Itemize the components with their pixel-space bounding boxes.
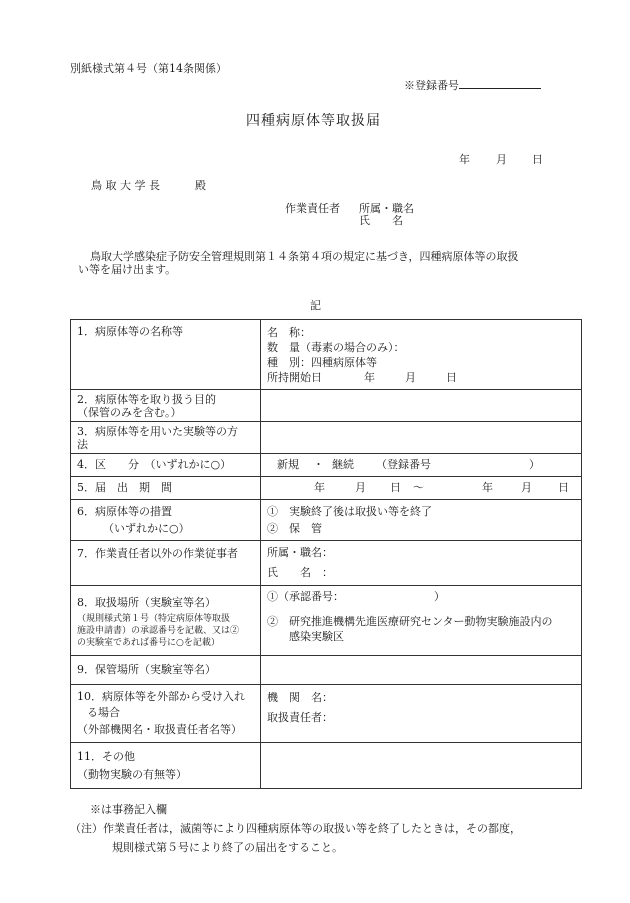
row8-label <box>71 586 261 656</box>
row2-label-line2: （保管のみを含む。） <box>77 405 182 419</box>
period-tilde: ～ <box>413 481 424 494</box>
row5-label: 5．届 出 期 間 <box>71 477 261 500</box>
row11-label-line2: （動物実験の有無等） <box>77 767 187 781</box>
measure-option-storage[interactable]: ② 保 管 <box>267 522 322 535</box>
storage-location-input-cell[interactable] <box>261 656 582 685</box>
possession-day-label: 日 <box>446 370 457 384</box>
row2-label-line1: 2．病原体等を取り扱う目的 <box>77 392 216 406</box>
office-use-note: ※は事務記入欄 <box>90 803 167 816</box>
approval-number-close: ） <box>434 590 445 603</box>
row10-label-line1: 10．病原体等を外部から受け入れ <box>77 689 245 703</box>
pathogen-name-field: 名 称： <box>267 325 311 339</box>
row8-note-line3: の実験室であれば番号に○を記載） <box>77 637 220 648</box>
note-line-2: 規則様式第５号により終了の届出をすること。 <box>112 841 343 854</box>
row3-label <box>71 422 261 454</box>
row10-label-line2: る場合 <box>87 705 120 719</box>
intro-line-2: い等を届け出ます。 <box>78 263 177 276</box>
experiment-method-input-cell[interactable] <box>261 422 582 454</box>
table-row-period <box>71 477 582 500</box>
table-row-external-receipt <box>71 685 582 743</box>
table-row-measures <box>71 500 582 541</box>
row7-label: 7．作業責任者以外の作業従事者 <box>71 541 261 586</box>
registration-number-field[interactable] <box>404 76 541 93</box>
option-new[interactable]: 新規 <box>277 458 299 471</box>
period-end-month: 月 <box>521 481 532 494</box>
animal-facility-option-line2: 感染実験区 <box>289 630 344 643</box>
registration-number-close: ） <box>529 458 540 471</box>
date-day-label: 日 <box>532 153 543 166</box>
ki-heading: 記 <box>310 299 321 312</box>
row8-note-line2: 施設申請書）の承認番号を記載、又は② <box>77 625 240 636</box>
table-row-category <box>71 454 582 477</box>
registration-number-open: （登録番号 <box>376 458 431 471</box>
category-field: 種 別：四種病原体等 <box>267 355 377 369</box>
handling-location-cell[interactable] <box>261 586 582 656</box>
row6-label <box>71 500 261 541</box>
responsible-affiliation-label: 所属・職名 <box>359 202 414 215</box>
other-workers-cell[interactable] <box>261 541 582 586</box>
row4-label: 4．区 分 （いずれかに○） <box>71 454 261 477</box>
period-start-month: 月 <box>355 481 366 494</box>
worker-affiliation-field: 所属・職名： <box>267 546 333 559</box>
note-line-1: （注）作業責任者は，滅菌等により四種病原体等の取扱い等を終了したときは，その都度， <box>70 822 521 835</box>
date-month-label: 月 <box>496 153 507 166</box>
table-row-other <box>71 743 582 789</box>
row6-label-line1: 6．病原体等の措置 <box>77 505 172 518</box>
worker-name-field: 氏 名 ： <box>267 566 333 579</box>
row3-label-line2: 法 <box>77 437 88 451</box>
addressee-name: 鳥 取 大 学 長 <box>91 179 160 192</box>
period-start-day: 日 <box>390 481 401 494</box>
period-cell[interactable] <box>261 477 582 500</box>
form-number: 別紙様式第４号（第14条関係） <box>70 62 227 75</box>
table-row-pathogen-name <box>71 320 582 390</box>
table-row-experiment-method <box>71 422 582 454</box>
page-title: 四種病原体等取扱届 <box>246 113 381 129</box>
row8-label-line1: 8．取扱場所（実験室等名） <box>77 595 216 609</box>
approval-number-label: ①（承認番号： <box>267 590 344 603</box>
external-responsible-field: 取扱責任者： <box>267 711 333 724</box>
row11-label-line1: 11．その他 <box>77 749 135 763</box>
row3-label-line1: 3．病原体等を用いた実験等の方 <box>77 424 238 438</box>
purpose-input-cell[interactable] <box>261 390 582 422</box>
period-end-year: 年 <box>482 481 493 494</box>
animal-facility-option[interactable]: ② 研究推進機構先進医療研究センター動物実験施設内の <box>267 615 553 628</box>
measures-cell[interactable] <box>261 500 582 541</box>
row9-label: 9．保管場所（実験室等名） <box>71 656 261 685</box>
period-end-day: 日 <box>558 481 569 494</box>
row10-label <box>71 685 261 743</box>
approval-number-field <box>267 588 575 606</box>
row11-label <box>71 743 261 789</box>
quantity-field: 数 量（毒素の場合のみ）： <box>267 340 405 354</box>
period-start-year: 年 <box>314 481 325 494</box>
possession-month-label: 月 <box>405 370 416 384</box>
application-form-table <box>70 319 582 789</box>
row1-value-cell[interactable] <box>261 320 582 390</box>
registration-number-label: ※登録番号 <box>404 79 459 92</box>
addressee-honorific: 殿 <box>195 179 206 192</box>
table-row-handling-location <box>71 586 582 656</box>
intro-line-1: 鳥取大学感染症予防安全管理規則第１４条第４項の規定に基づき，四種病原体等の取扱 <box>90 250 519 263</box>
measure-option-end[interactable]: ① 実験終了後は取扱い等を終了 <box>267 505 432 518</box>
option-separator: ・ <box>313 458 324 471</box>
possession-year-label: 年 <box>364 370 375 384</box>
external-institution-field: 機 関 名： <box>267 691 333 704</box>
category-select-cell[interactable] <box>261 454 582 477</box>
row6-label-line2: （いずれかに○） <box>103 522 190 535</box>
row2-label <box>71 390 261 422</box>
table-row-storage-location <box>71 656 582 685</box>
possession-start-label: 所持開始日 <box>267 370 322 384</box>
row8-note-line1: （規則様式第１号（特定病原体等取扱 <box>77 613 231 624</box>
table-row-other-workers <box>71 541 582 586</box>
date-year-label: 年 <box>459 153 470 166</box>
option-continuation[interactable]: 継続 <box>332 458 354 471</box>
registration-number-line <box>459 76 541 89</box>
responsible-name-label: 氏 名 <box>359 214 403 227</box>
possession-start-date-field <box>267 370 575 385</box>
row1-label: 1．病原体等の名称等 <box>71 320 261 390</box>
responsible-person-label: 作業責任者 <box>285 202 340 215</box>
other-input-cell[interactable] <box>261 743 582 789</box>
external-receipt-cell[interactable] <box>261 685 582 743</box>
table-row-purpose <box>71 390 582 422</box>
row10-label-line3: （外部機関名・取扱責任者名等） <box>77 722 242 736</box>
